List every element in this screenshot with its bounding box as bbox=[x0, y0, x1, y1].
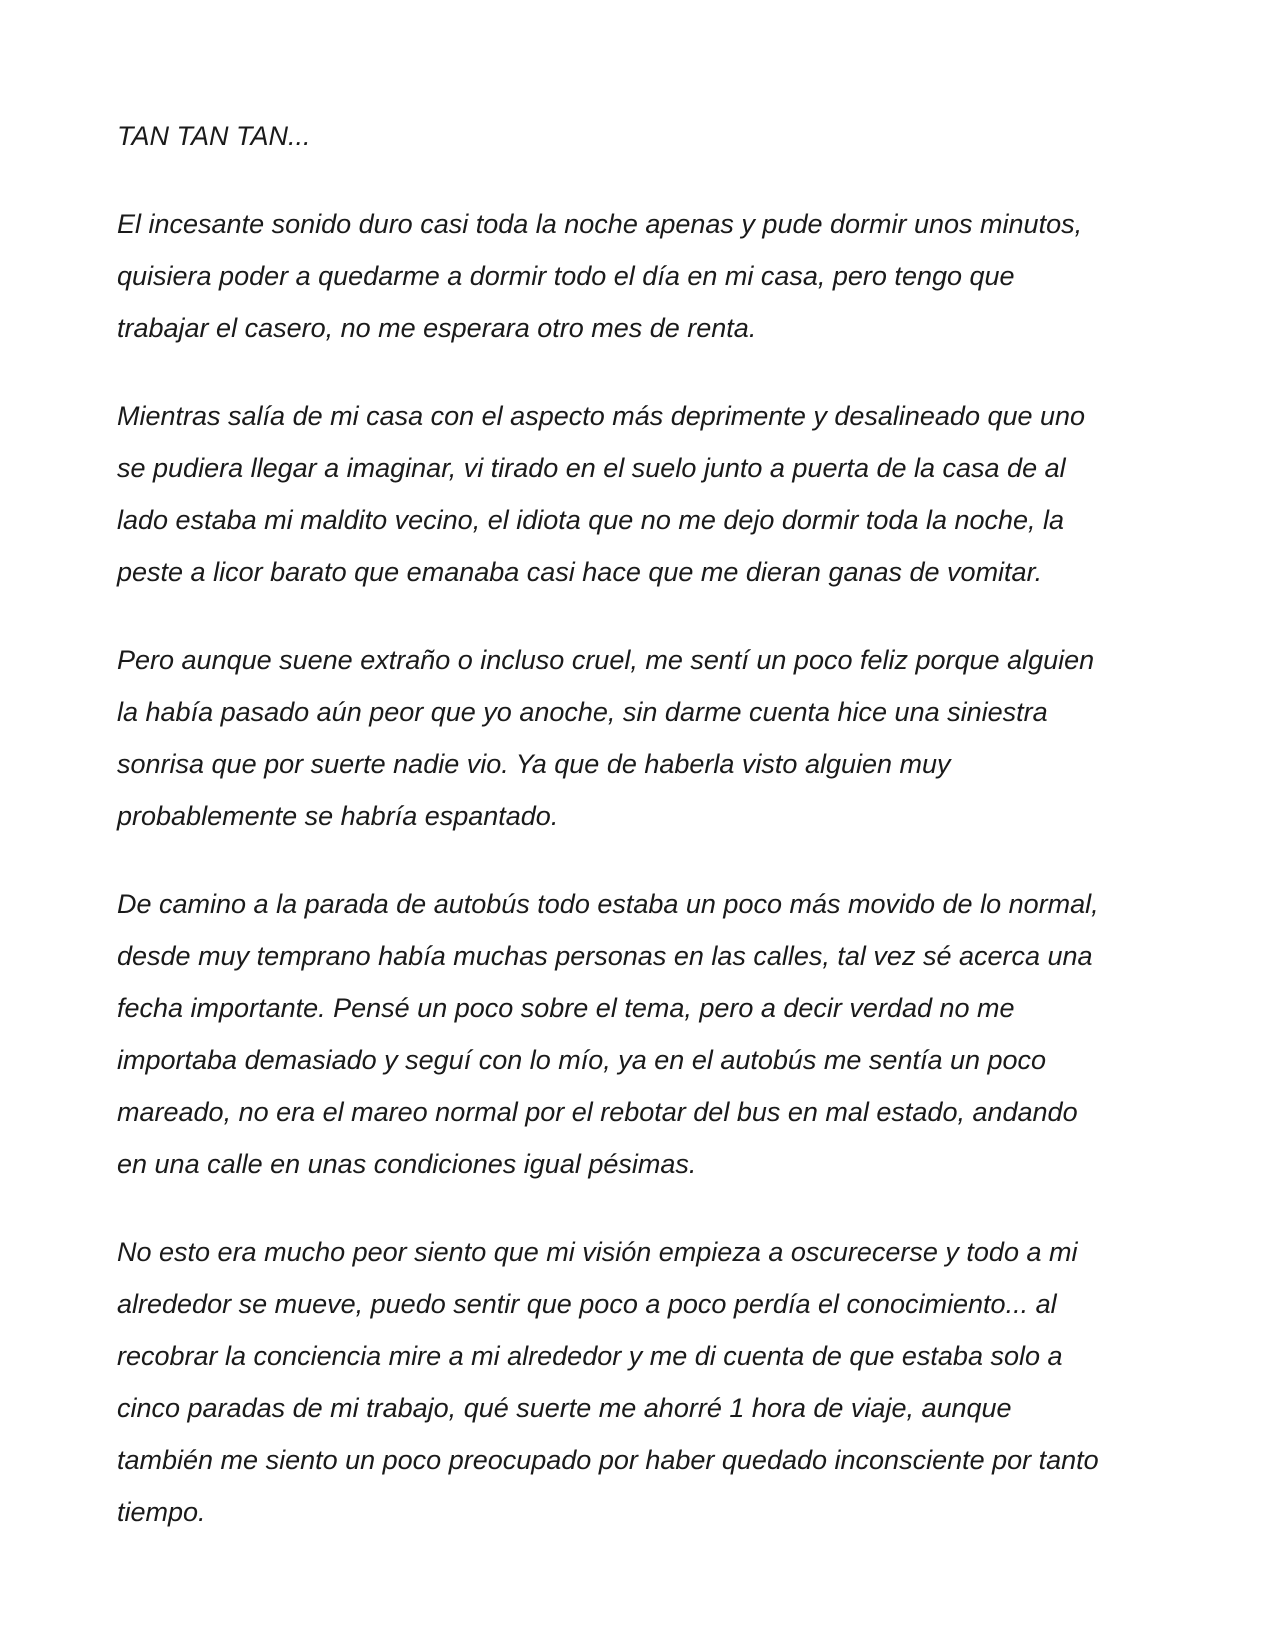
text-line: Pero aunque suene extraño o incluso cruel, me sentí un poco feliz porque alguien bbox=[117, 645, 1095, 675]
text-line: se pudiera llegar a imaginar, vi tirado en el suelo junto a puerta de la casa de al bbox=[117, 453, 1066, 483]
text-line: Mientras salía de mi casa con el aspecto más deprimente y desalineado que uno bbox=[117, 401, 1086, 431]
paragraph bbox=[117, 878, 1157, 1190]
text-line: De camino a la parada de autobús todo estaba un poco más movido de lo normal, bbox=[117, 889, 1099, 919]
text-line: lado estaba mi maldito vecino, el idiota que no me dejo dormir toda la noche, la bbox=[117, 505, 1065, 535]
paragraph bbox=[117, 634, 1157, 842]
text-line: tiempo. bbox=[117, 1497, 206, 1527]
text-line: cinco paradas de mi trabajo, qué suerte me ahorré 1 hora de viaje, aunque bbox=[117, 1393, 1012, 1423]
text-line: sonrisa que por suerte nadie vio. Ya que de haberla visto alguien muy bbox=[117, 749, 951, 779]
text-line: también me siento un poco preocupado por haber quedado inconsciente por tanto bbox=[117, 1445, 1099, 1475]
text-line: probablemente se habría espantado. bbox=[117, 801, 559, 831]
text-line: mareado, no era el mareo normal por el rebotar del bus en mal estado, andando bbox=[117, 1097, 1078, 1127]
text-line: la había pasado aún peor que yo anoche, sin darme cuenta hice una siniestra bbox=[117, 697, 1048, 727]
text-line: importaba demasiado y seguí con lo mío, ya en el autobús me sentía un poco bbox=[117, 1045, 1047, 1075]
paragraph bbox=[117, 1226, 1157, 1538]
text-line: peste a licor barato que emanaba casi hace que me dieran ganas de vomitar. bbox=[117, 557, 1043, 587]
text-line: TAN TAN TAN... bbox=[117, 121, 311, 151]
text-line: No esto era mucho peor siento que mi visión empieza a oscurecerse y todo a mi bbox=[117, 1237, 1078, 1267]
document-body bbox=[117, 110, 1157, 1574]
text-line: desde muy temprano había muchas personas en las calles, tal vez sé acerca una bbox=[117, 941, 1093, 971]
text-line: trabajar el casero, no me esperara otro mes de renta. bbox=[117, 313, 757, 343]
paragraph bbox=[117, 198, 1157, 354]
text-line: fecha importante. Pensé un poco sobre el tema, pero a decir verdad no me bbox=[117, 993, 1015, 1023]
text-line: alrededor se mueve, puedo sentir que poco a poco perdía el conocimiento... al bbox=[117, 1289, 1057, 1319]
text-line: recobrar la conciencia mire a mi alrededor y me di cuenta de que estaba solo a bbox=[117, 1341, 1063, 1371]
text-line: en una calle en unas condiciones igual pésimas. bbox=[117, 1149, 697, 1179]
paragraph bbox=[117, 390, 1157, 598]
text-line: quisiera poder a quedarme a dormir todo el día en mi casa, pero tengo que bbox=[117, 261, 1015, 291]
paragraph-title bbox=[117, 110, 1157, 162]
text-line: El incesante sonido duro casi toda la noche apenas y pude dormir unos minutos, bbox=[117, 209, 1083, 239]
